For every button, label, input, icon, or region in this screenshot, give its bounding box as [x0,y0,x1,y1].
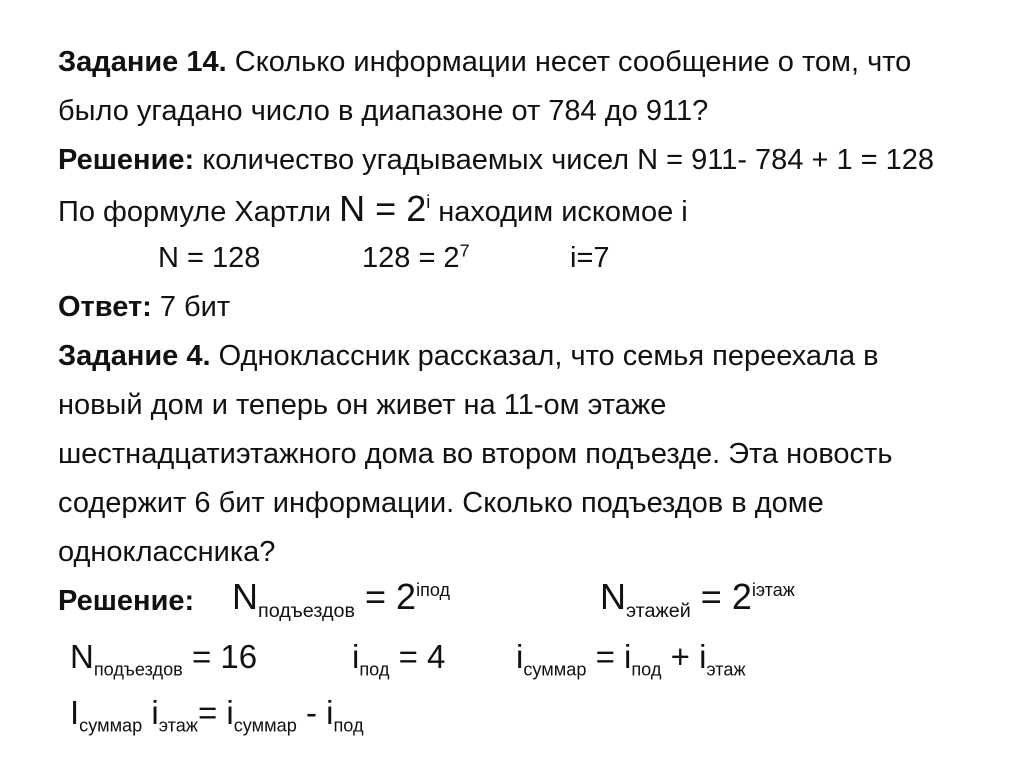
task4-solution-label: Решение: [58,585,195,617]
task4-question-line3: шестнадцатиэтажного дома во втором подъезде. Эта новость [58,438,893,470]
task4-solution-label-line [58,584,194,618]
task14-heading-line1 [58,45,911,79]
task14-solution-line [58,143,934,177]
task14-question-line2 [58,94,708,128]
formula-n-floors: $N_{этажей} = 2^{iэтаж}$ [600,576,795,623]
task4-question-line5: одноклассника? [58,536,276,568]
task14-solution-label: Решение: [58,144,195,176]
task14-answer-text: 7 бит [151,291,231,323]
task4-heading-line1 [58,339,879,373]
task4-question-line2: новый дом и теперь он живет на 11-ом этаже [58,389,667,421]
formula-i-total-sum: $i_{суммар} = i_{под} + i_{этаж}$ [516,638,746,680]
task14-answer-label: Ответ: [58,291,152,323]
task14-calc-i: i=7 [570,242,610,274]
task14-answer-line [58,290,230,324]
formula-i-entrance-value: $i_{под} = 4$ [352,638,446,680]
task14-question-part2: было угадано число в диапазоне от 784 до 911? [58,95,709,127]
hartley-prefix: По формуле Хартли [58,196,340,228]
formula-n-entrances-value: $N_{подъездов} = 16$ [70,638,258,680]
hartley-suffix: находим искомое i [430,196,688,228]
task14-calc-power: $128 = 2^7$ [362,240,470,274]
task4-label: Задание 4. [58,340,211,372]
task4-question-part1: Одноклассник рассказал, что семья переехала в [210,340,879,372]
task14-calc-n: N = 128 [158,242,261,274]
task14-question-part1: Сколько информации несет сообщение о том, что [226,46,912,78]
task4-question-line4: содержит 6 бит информации. Сколько подъездов в доме [58,487,824,519]
hartley-formula: $N = 2^i$ [339,188,431,229]
task14-solution-text: количество угадываемых чисел N = 911- 784 + 1 = 128 [194,144,935,176]
formula-i-floor-derivation: $I_{суммар}$ $i_{этаж}= i_{суммар} - i_{под}$ [70,694,364,736]
task14-label: Задание 14. [58,46,227,78]
task14-hartley-line [58,188,688,229]
formula-n-entrances: $N_{подъездов} = 2^{iпод}$ [232,576,450,623]
